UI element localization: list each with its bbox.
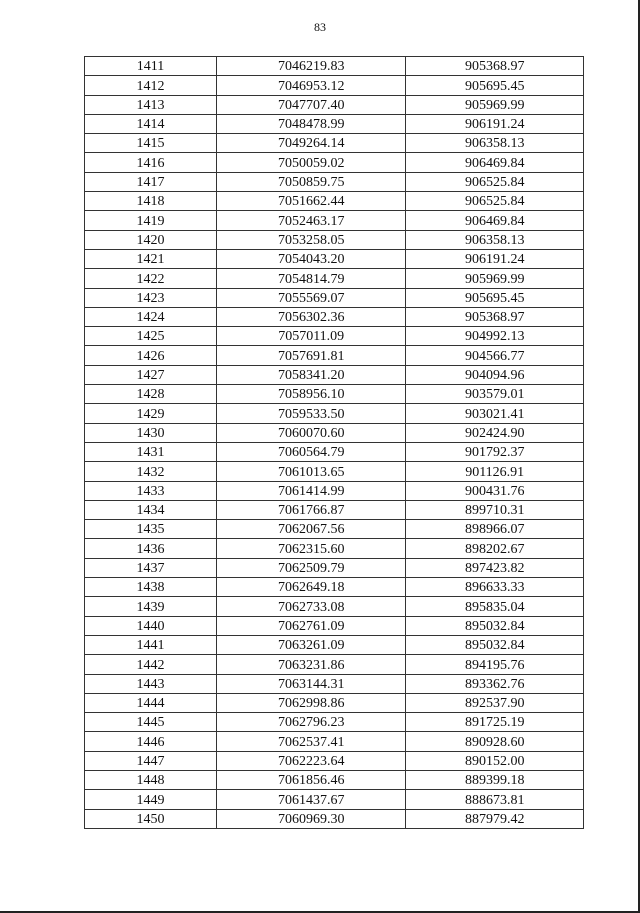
y-coordinate-cell: 905695.45 [406,288,584,307]
x-coordinate-cell: 7057691.81 [217,346,406,365]
y-coordinate-cell: 889399.18 [406,770,584,789]
point-number-cell: 1449 [85,790,217,809]
x-coordinate-cell: 7052463.17 [217,211,406,230]
table-row [85,616,584,635]
y-coordinate-cell: 888673.81 [406,790,584,809]
x-coordinate-cell: 7062761.09 [217,616,406,635]
table-row [85,365,584,384]
y-coordinate-cell: 894195.76 [406,655,584,674]
x-coordinate-cell: 7062315.60 [217,539,406,558]
table-row [85,558,584,577]
point-number-cell: 1412 [85,76,217,95]
y-coordinate-cell: 898202.67 [406,539,584,558]
x-coordinate-cell: 7049264.14 [217,134,406,153]
y-coordinate-cell: 906358.13 [406,230,584,249]
y-coordinate-cell: 906525.84 [406,192,584,211]
table-row [85,655,584,674]
table-row [85,114,584,133]
table-row [85,809,584,828]
table-row [85,134,584,153]
x-coordinate-cell: 7054814.79 [217,269,406,288]
point-number-cell: 1420 [85,230,217,249]
x-coordinate-cell: 7060564.79 [217,442,406,461]
point-number-cell: 1445 [85,713,217,732]
y-coordinate-cell: 902424.90 [406,423,584,442]
point-number-cell: 1443 [85,674,217,693]
table-row [85,346,584,365]
table-row [85,404,584,423]
point-number-cell: 1417 [85,172,217,191]
table-row [85,249,584,268]
point-number-cell: 1438 [85,578,217,597]
point-number-cell: 1434 [85,500,217,519]
table-body [85,57,584,829]
x-coordinate-cell: 7046219.83 [217,57,406,76]
point-number-cell: 1439 [85,597,217,616]
table-row [85,500,584,519]
y-coordinate-cell: 898966.07 [406,520,584,539]
table-row [85,172,584,191]
x-coordinate-cell: 7062537.41 [217,732,406,751]
table-row [85,462,584,481]
y-coordinate-cell: 900431.76 [406,481,584,500]
point-number-cell: 1447 [85,751,217,770]
y-coordinate-cell: 905969.99 [406,269,584,288]
table-row [85,423,584,442]
x-coordinate-cell: 7061766.87 [217,500,406,519]
x-coordinate-cell: 7063144.31 [217,674,406,693]
table-row [85,674,584,693]
x-coordinate-cell: 7047707.40 [217,95,406,114]
table-row [85,732,584,751]
x-coordinate-cell: 7063261.09 [217,635,406,654]
point-number-cell: 1426 [85,346,217,365]
x-coordinate-cell: 7046953.12 [217,76,406,95]
table-row [85,192,584,211]
y-coordinate-cell: 906469.84 [406,211,584,230]
point-number-cell: 1436 [85,539,217,558]
x-coordinate-cell: 7062509.79 [217,558,406,577]
y-coordinate-cell: 896633.33 [406,578,584,597]
table-row [85,635,584,654]
x-coordinate-cell: 7059533.50 [217,404,406,423]
coordinate-table [84,56,584,829]
point-number-cell: 1424 [85,307,217,326]
x-coordinate-cell: 7050859.75 [217,172,406,191]
point-number-cell: 1450 [85,809,217,828]
y-coordinate-cell: 895032.84 [406,635,584,654]
page-number: 83 [314,20,326,34]
table-row [85,539,584,558]
table-row [85,520,584,539]
table-row [85,57,584,76]
point-number-cell: 1435 [85,520,217,539]
table-row [85,230,584,249]
table-row [85,597,584,616]
point-number-cell: 1415 [85,134,217,153]
point-number-cell: 1427 [85,365,217,384]
point-number-cell: 1442 [85,655,217,674]
table-row [85,442,584,461]
point-number-cell: 1448 [85,770,217,789]
point-number-cell: 1429 [85,404,217,423]
y-coordinate-cell: 904992.13 [406,327,584,346]
table-row [85,578,584,597]
y-coordinate-cell: 904094.96 [406,365,584,384]
y-coordinate-cell: 891725.19 [406,713,584,732]
point-number-cell: 1430 [85,423,217,442]
x-coordinate-cell: 7061437.67 [217,790,406,809]
y-coordinate-cell: 905969.99 [406,95,584,114]
x-coordinate-cell: 7062998.86 [217,693,406,712]
x-coordinate-cell: 7048478.99 [217,114,406,133]
point-number-cell: 1441 [85,635,217,654]
y-coordinate-cell: 906469.84 [406,153,584,172]
point-number-cell: 1419 [85,211,217,230]
point-number-cell: 1446 [85,732,217,751]
y-coordinate-cell: 890152.00 [406,751,584,770]
table-row [85,751,584,770]
point-number-cell: 1425 [85,327,217,346]
x-coordinate-cell: 7060070.60 [217,423,406,442]
x-coordinate-cell: 7050059.02 [217,153,406,172]
y-coordinate-cell: 887979.42 [406,809,584,828]
x-coordinate-cell: 7061013.65 [217,462,406,481]
y-coordinate-cell: 906191.24 [406,114,584,133]
y-coordinate-cell: 906191.24 [406,249,584,268]
y-coordinate-cell: 905368.97 [406,307,584,326]
point-number-cell: 1431 [85,442,217,461]
y-coordinate-cell: 901792.37 [406,442,584,461]
table-row [85,385,584,404]
y-coordinate-cell: 901126.91 [406,462,584,481]
y-coordinate-cell: 903021.41 [406,404,584,423]
point-number-cell: 1428 [85,385,217,404]
table-row [85,95,584,114]
point-number-cell: 1411 [85,57,217,76]
x-coordinate-cell: 7061856.46 [217,770,406,789]
y-coordinate-cell: 905695.45 [406,76,584,95]
table-row [85,770,584,789]
point-number-cell: 1423 [85,288,217,307]
y-coordinate-cell: 893362.76 [406,674,584,693]
x-coordinate-cell: 7055569.07 [217,288,406,307]
table-row [85,211,584,230]
point-number-cell: 1432 [85,462,217,481]
table-row [85,76,584,95]
x-coordinate-cell: 7063231.86 [217,655,406,674]
x-coordinate-cell: 7054043.20 [217,249,406,268]
point-number-cell: 1421 [85,249,217,268]
point-number-cell: 1440 [85,616,217,635]
table-row [85,327,584,346]
x-coordinate-cell: 7056302.36 [217,307,406,326]
table-row [85,481,584,500]
point-number-cell: 1413 [85,95,217,114]
x-coordinate-cell: 7051662.44 [217,192,406,211]
table-row [85,713,584,732]
y-coordinate-cell: 892537.90 [406,693,584,712]
x-coordinate-cell: 7062067.56 [217,520,406,539]
point-number-cell: 1414 [85,114,217,133]
point-number-cell: 1444 [85,693,217,712]
table-row [85,307,584,326]
x-coordinate-cell: 7053258.05 [217,230,406,249]
x-coordinate-cell: 7062649.18 [217,578,406,597]
y-coordinate-cell: 906525.84 [406,172,584,191]
point-number-cell: 1416 [85,153,217,172]
x-coordinate-cell: 7062223.64 [217,751,406,770]
x-coordinate-cell: 7060969.30 [217,809,406,828]
table-row [85,790,584,809]
x-coordinate-cell: 7062796.23 [217,713,406,732]
table-row [85,153,584,172]
table-row [85,693,584,712]
x-coordinate-cell: 7061414.99 [217,481,406,500]
table-row [85,288,584,307]
x-coordinate-cell: 7057011.09 [217,327,406,346]
x-coordinate-cell: 7058956.10 [217,385,406,404]
x-coordinate-cell: 7062733.08 [217,597,406,616]
x-coordinate-cell: 7058341.20 [217,365,406,384]
point-number-cell: 1437 [85,558,217,577]
table-row [85,269,584,288]
y-coordinate-cell: 904566.77 [406,346,584,365]
y-coordinate-cell: 897423.82 [406,558,584,577]
y-coordinate-cell: 905368.97 [406,57,584,76]
y-coordinate-cell: 906358.13 [406,134,584,153]
y-coordinate-cell: 903579.01 [406,385,584,404]
y-coordinate-cell: 895835.04 [406,597,584,616]
y-coordinate-cell: 890928.60 [406,732,584,751]
y-coordinate-cell: 899710.31 [406,500,584,519]
point-number-cell: 1418 [85,192,217,211]
point-number-cell: 1433 [85,481,217,500]
y-coordinate-cell: 895032.84 [406,616,584,635]
point-number-cell: 1422 [85,269,217,288]
